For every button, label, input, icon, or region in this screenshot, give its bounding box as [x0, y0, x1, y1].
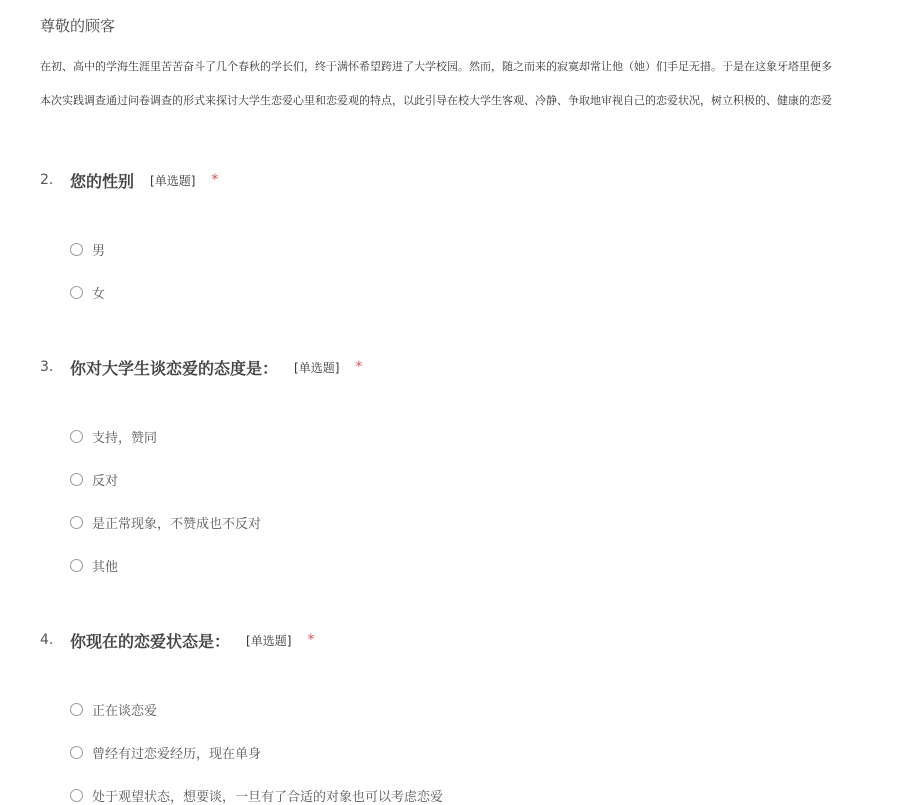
option-oppose[interactable] — [70, 469, 118, 489]
question-number: 2. — [40, 172, 54, 188]
option-label: 曾经有过恋爱经历，现在单身 — [92, 746, 262, 762]
option-other[interactable] — [70, 555, 118, 575]
option-label: 男 — [92, 243, 106, 259]
question-title: 你对大学生谈恋爱的态度是： — [70, 358, 279, 378]
greeting: 尊敬的顾客 — [40, 17, 116, 35]
question-title-row — [40, 168, 218, 192]
question-title: 你现在的恋爱状态是： — [70, 631, 231, 651]
radio-button[interactable] — [70, 243, 83, 256]
option-in-relationship[interactable] — [70, 699, 157, 719]
option-neutral[interactable] — [70, 512, 261, 532]
question-title-row — [40, 628, 314, 652]
required-mark: * — [307, 632, 315, 648]
option-male[interactable] — [70, 239, 105, 259]
option-support[interactable] — [70, 426, 157, 446]
question-type: [单选题] — [150, 173, 196, 188]
radio-button[interactable] — [70, 430, 83, 443]
option-label: 是正常现象，不赞成也不反对 — [92, 516, 262, 532]
radio-button[interactable] — [70, 559, 83, 572]
intro-paragraph-1: 在初、高中的学海生涯里苦苦奋斗了几个春秋的学长们，终于满怀希望跨进了大学校园。然而，随之而来的寂寞却常让他（她）们手足无措。于是在这象牙塔里便多 — [40, 60, 832, 73]
required-mark: * — [211, 172, 219, 188]
question-type: [单选题] — [246, 633, 292, 648]
option-label: 正在谈恋爱 — [92, 703, 158, 719]
question-number: 3. — [40, 359, 54, 375]
option-single-previously[interactable] — [70, 742, 261, 762]
question-number: 4. — [40, 632, 54, 648]
required-mark: * — [355, 359, 363, 375]
option-label: 处于观望状态，想要谈，一旦有了合适的对象也可以考虑恋爱 — [92, 789, 444, 805]
option-label: 反对 — [92, 473, 119, 489]
question-type: [单选题] — [294, 360, 340, 375]
option-watching[interactable] — [70, 785, 443, 805]
question-title-row — [40, 355, 362, 379]
radio-button[interactable] — [70, 746, 83, 759]
intro-paragraph-2: 本次实践调查通过问卷调查的形式来探讨大学生恋爱心里和恋爱观的特点，以此引导在校大学生客观、冷静、争取地审视自己的恋爱状况，树立积极的、健康的恋爱 — [40, 94, 832, 107]
option-female[interactable] — [70, 282, 105, 302]
option-label: 其他 — [92, 559, 119, 575]
radio-button[interactable] — [70, 516, 83, 529]
question-title: 您的性别 — [70, 171, 135, 191]
radio-button[interactable] — [70, 703, 83, 716]
radio-button[interactable] — [70, 473, 83, 486]
option-label: 支持，赞同 — [92, 430, 158, 446]
option-label: 女 — [92, 286, 106, 302]
radio-button[interactable] — [70, 286, 83, 299]
